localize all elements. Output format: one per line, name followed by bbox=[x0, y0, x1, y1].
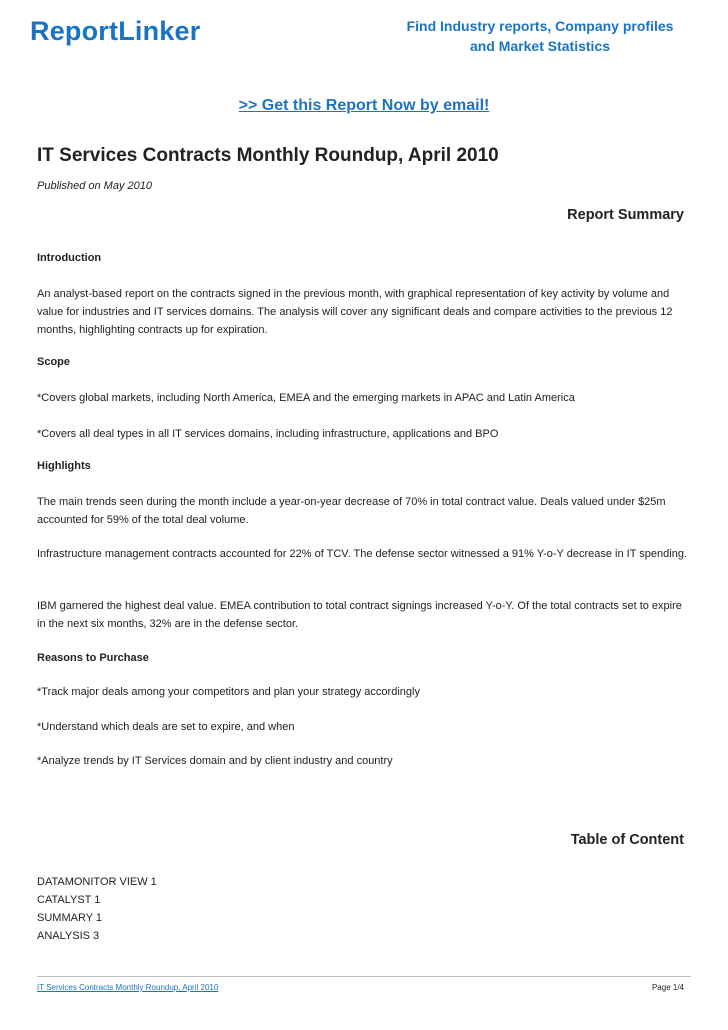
footer-report-link[interactable]: IT Services Contracts Monthly Roundup, April 2010 bbox=[37, 983, 219, 992]
scope-item bbox=[37, 425, 691, 443]
cta-container bbox=[0, 96, 728, 116]
introduction-body bbox=[37, 285, 691, 339]
reasons-item-1: *Track major deals among your competitors and plan your strategy accordingly bbox=[37, 686, 420, 698]
reasons-item bbox=[37, 683, 691, 701]
footer-divider bbox=[37, 976, 691, 977]
highlights-section bbox=[37, 457, 691, 475]
introduction-heading: Introduction bbox=[37, 252, 102, 264]
toc-item: ANALYSIS 3 bbox=[37, 930, 100, 942]
reasons-item-3: *Analyze trends by IT Services domain and by client industry and country bbox=[37, 755, 393, 767]
report-summary-heading: Report Summary bbox=[567, 207, 684, 223]
highlights-paragraph bbox=[37, 597, 691, 633]
table-of-content-list bbox=[37, 873, 157, 945]
scope-item-1: *Covers global markets, including North America, EMEA and the emerging markets in APAC and Latin America bbox=[37, 392, 575, 404]
published-date: Published on May 2010 bbox=[37, 180, 152, 192]
highlights-paragraph bbox=[37, 493, 691, 529]
toc-item: CATALYST 1 bbox=[37, 894, 101, 906]
page-number: Page 1/4 bbox=[651, 983, 684, 992]
get-report-email-link[interactable]: >> Get this Report Now by email! bbox=[238, 97, 490, 114]
introduction-section bbox=[37, 249, 691, 267]
reasons-heading: Reasons to Purchase bbox=[37, 652, 149, 664]
tagline-line-2: and Market Statistics bbox=[469, 38, 611, 54]
report-title: IT Services Contracts Monthly Roundup, April 2010 bbox=[37, 145, 499, 166]
reasons-item-2: *Understand which deals are set to expire, and when bbox=[37, 721, 295, 733]
reasons-item bbox=[37, 752, 691, 770]
toc-item: DATAMONITOR VIEW 1 bbox=[37, 876, 157, 888]
highlights-heading: Highlights bbox=[37, 460, 91, 472]
highlights-paragraph-1: The main trends seen during the month include a year-on-year decrease of 70% in total contract value. Deals valued under $25m accounted for 59% of the total deal volume. bbox=[37, 496, 666, 526]
highlights-paragraph bbox=[37, 545, 691, 563]
scope-section bbox=[37, 353, 691, 371]
toc-item: SUMMARY 1 bbox=[37, 912, 103, 924]
scope-heading: Scope bbox=[37, 356, 71, 368]
highlights-paragraph-2: Infrastructure management contracts accounted for 22% of TCV. The defense sector witnessed a 91% Y-o-Y decrease in IT spending. bbox=[37, 548, 687, 560]
reasons-section bbox=[37, 649, 691, 667]
header-tagline bbox=[380, 16, 700, 56]
table-of-content-heading: Table of Content bbox=[570, 832, 684, 848]
highlights-paragraph-3: IBM garnered the highest deal value. EMEA contribution to total contract signings increased Y-o-Y. Of the total contracts set to expire in the next six months, 32% are in the defense sector. bbox=[37, 600, 682, 630]
scope-item bbox=[37, 389, 691, 407]
reportlinker-logo[interactable]: ReportLinker bbox=[30, 16, 201, 46]
reasons-item bbox=[37, 718, 691, 736]
scope-item-2: *Covers all deal types in all IT services domains, including infrastructure, applications and BPO bbox=[37, 428, 499, 440]
tagline-line-1: Find Industry reports, Company profiles bbox=[406, 18, 674, 34]
introduction-text: An analyst-based report on the contracts signed in the previous month, with graphical representation of key activity by volume and value for industries and IT services domains. The analysis will cover any significant deals and compare activities to the previous 12 months, highlighting contracts up for expiration. bbox=[37, 288, 673, 336]
